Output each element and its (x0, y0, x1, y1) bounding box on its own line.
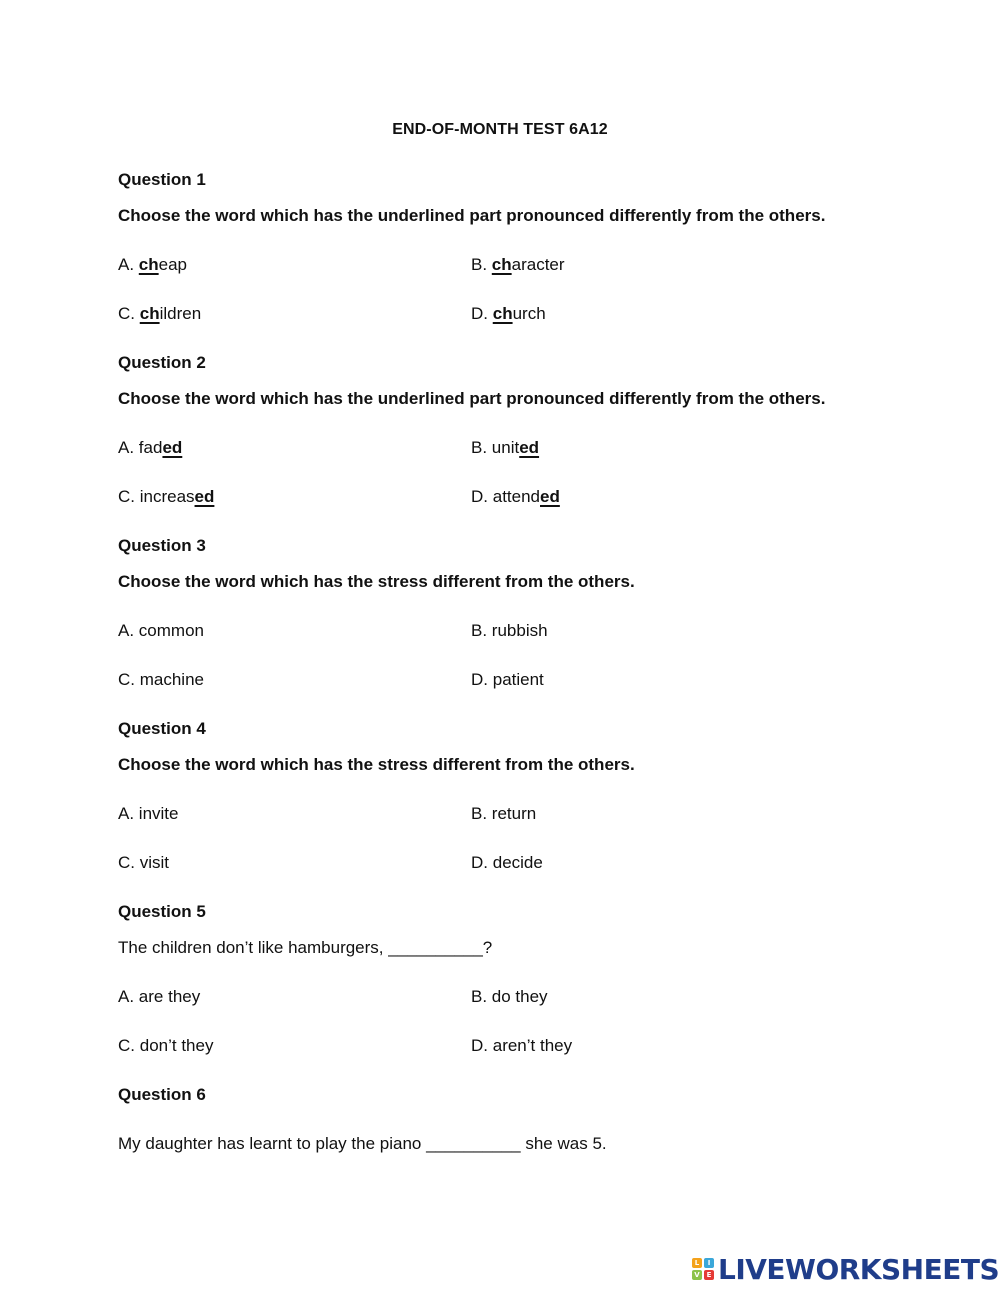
question-4-option-a[interactable]: A. invite (118, 804, 179, 823)
question-1-option-c[interactable]: C. children (118, 304, 202, 323)
logo-block-l: L (692, 1258, 702, 1268)
logo-text: LIVEWORKSHEETS (718, 1252, 1000, 1286)
question-6-heading: Question 6 (118, 1085, 206, 1104)
question-5-stem: The children don’t like hamburgers, __________? (118, 938, 493, 957)
question-4-instruction: Choose the word which has the stress different from the others. (118, 755, 635, 774)
question-4-option-b[interactable]: B. return (471, 804, 537, 823)
liveworksheets-logo (692, 1252, 999, 1286)
question-3-option-d[interactable]: D. patient (471, 670, 544, 689)
logo-block-v: V (692, 1270, 702, 1280)
question-4-option-c[interactable]: C. visit (118, 853, 170, 872)
question-5-option-a[interactable]: A. are they (118, 987, 201, 1006)
logo-block-i: I (704, 1258, 714, 1268)
question-5-option-c[interactable]: C. don’t they (118, 1036, 214, 1055)
question-5-option-b[interactable]: B. do they (471, 987, 548, 1006)
question-1-heading: Question 1 (118, 170, 206, 189)
question-1-option-a[interactable]: A. cheap (118, 255, 188, 274)
question-2-option-c[interactable]: C. increased (118, 487, 215, 506)
question-2-option-d[interactable]: D. attended (471, 487, 560, 506)
question-2-option-b[interactable]: B. united (471, 438, 540, 457)
question-2-heading: Question 2 (118, 353, 206, 372)
question-1-instruction: Choose the word which has the underlined part pronounced differently from the others. (118, 206, 826, 225)
question-1-option-b[interactable]: B. character (471, 255, 565, 274)
question-2-option-a[interactable]: A. faded (118, 438, 183, 457)
logo-blocks-icon (692, 1258, 714, 1280)
question-6-stem: My daughter has learnt to play the piano __________ she was 5. (118, 1134, 607, 1153)
question-4-option-d[interactable]: D. decide (471, 853, 543, 872)
question-3-option-c[interactable]: C. machine (118, 670, 204, 689)
question-2-instruction: Choose the word which has the underlined part pronounced differently from the others. (118, 389, 826, 408)
question-5-option-d[interactable]: D. aren’t they (471, 1036, 573, 1055)
logo-block-e: E (704, 1270, 714, 1280)
question-3-option-a[interactable]: A. common (118, 621, 204, 640)
page-title: END-OF-MONTH TEST 6A12 (392, 121, 608, 138)
question-1-option-d[interactable]: D. church (471, 304, 546, 323)
question-3-option-b[interactable]: B. rubbish (471, 621, 548, 640)
question-3-heading: Question 3 (118, 536, 206, 555)
question-4-heading: Question 4 (118, 719, 206, 738)
question-3-instruction: Choose the word which has the stress different from the others. (118, 572, 635, 591)
question-5-heading: Question 5 (118, 902, 206, 921)
